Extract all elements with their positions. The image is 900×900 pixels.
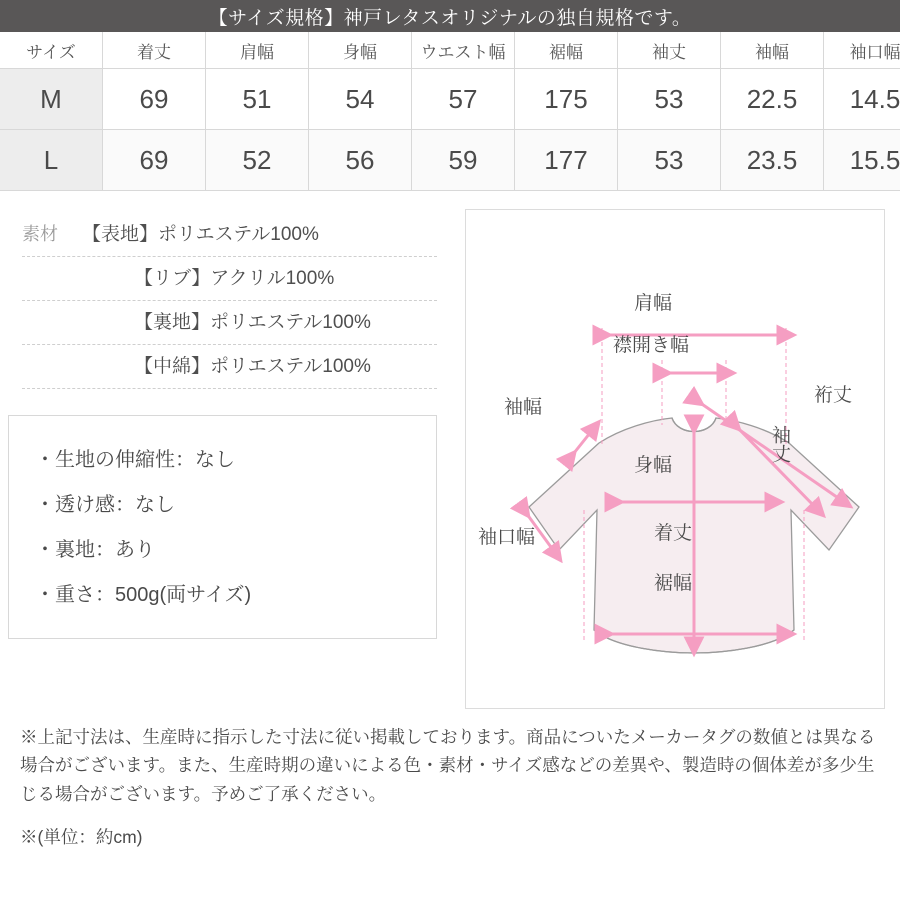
table-header-row [0,32,900,69]
cell: 22.5 [721,69,824,130]
column-header-body-width: 身幅 [309,32,412,69]
label-cuff-width: 袖口幅 [478,527,536,548]
cell: 52 [206,130,309,191]
row-header-size: L [0,130,103,191]
table-row [0,130,900,191]
garment-diagram-svg [466,210,884,708]
cell: 15.5 [824,130,900,191]
cell: 69 [103,130,206,191]
table-row [0,69,900,130]
column-header-size: サイズ [0,32,103,69]
material-list [22,213,437,389]
spec-item-sheerness: ・透け感：なし [35,494,175,516]
cell: 59 [412,130,515,191]
cell: 53 [618,69,721,130]
unit-note [0,808,900,849]
cell: 51 [206,69,309,130]
cell: 175 [515,69,618,130]
garment-measurement-diagram [465,209,885,709]
details-section [0,191,900,709]
spec-box [8,415,437,639]
material-value: 【中綿】ポリエステル100% [134,356,371,377]
label-hem-width: 裾幅 [654,573,693,594]
column-header-sleeve-length: 袖丈 [618,32,721,69]
spec-item-stretch: ・生地の伸縮性：なし [35,449,235,471]
column-header-cuff-width: 袖口幅 [824,32,900,69]
cell: 23.5 [721,130,824,191]
spec-item-weight: ・重さ：500g(両サイズ) [35,584,252,606]
disclaimer-text: ※上記寸法は、生産時に指示した寸法に従い掲載しております。商品についたメーカータグの数値とは異なる場合がございます。また、生産時期の違いによる色・素材・サイズ感などの差異や、製造時の個体差が多少生じる場合がございます。予めご了承ください。 [20,727,876,804]
unit-note-text: ※(単位：約cm) [20,827,143,848]
cell: 53 [618,130,721,191]
column-header-length: 着丈 [103,32,206,69]
column-header-hem-width: 裾幅 [515,32,618,69]
cell: 56 [309,130,412,191]
cell: 54 [309,69,412,130]
material-value: 【裏地】ポリエステル100% [134,312,371,333]
cell: 69 [103,69,206,130]
spec-item-lining: ・裏地：あり [35,539,155,561]
size-table [0,32,900,191]
material-row [22,301,437,345]
label-yuki: 裄丈 [814,385,853,406]
material-row [22,257,437,301]
column-header-waist-width: ウエスト幅 [412,32,515,69]
disclaimer-note [0,709,900,808]
material-row [22,213,437,257]
page-title-bar [0,0,900,32]
label-sleeve-length: 袖丈 [769,425,790,463]
label-sleeve-width: 袖幅 [504,397,543,418]
page-title: 【サイズ規格】神戸レタスオリジナルの独自規格です。 [208,7,692,29]
cell: 57 [412,69,515,130]
label-body-width: 身幅 [634,455,673,476]
cell: 177 [515,130,618,191]
column-header-sleeve-width: 袖幅 [721,32,824,69]
column-header-shoulder: 肩幅 [206,32,309,69]
label-length: 着丈 [654,523,693,544]
row-header-size: M [0,69,103,130]
label-shoulder: 肩幅 [634,293,673,314]
cell: 14.5 [824,69,900,130]
label-neck-open: 襟開き幅 [613,335,690,356]
details-left-column [0,191,455,709]
material-value: 【リブ】アクリル100% [134,268,335,289]
details-right-column [455,191,900,709]
material-row [22,345,437,389]
material-value: 【表地】ポリエステル100% [82,224,319,245]
material-label: 素材 [22,224,58,244]
